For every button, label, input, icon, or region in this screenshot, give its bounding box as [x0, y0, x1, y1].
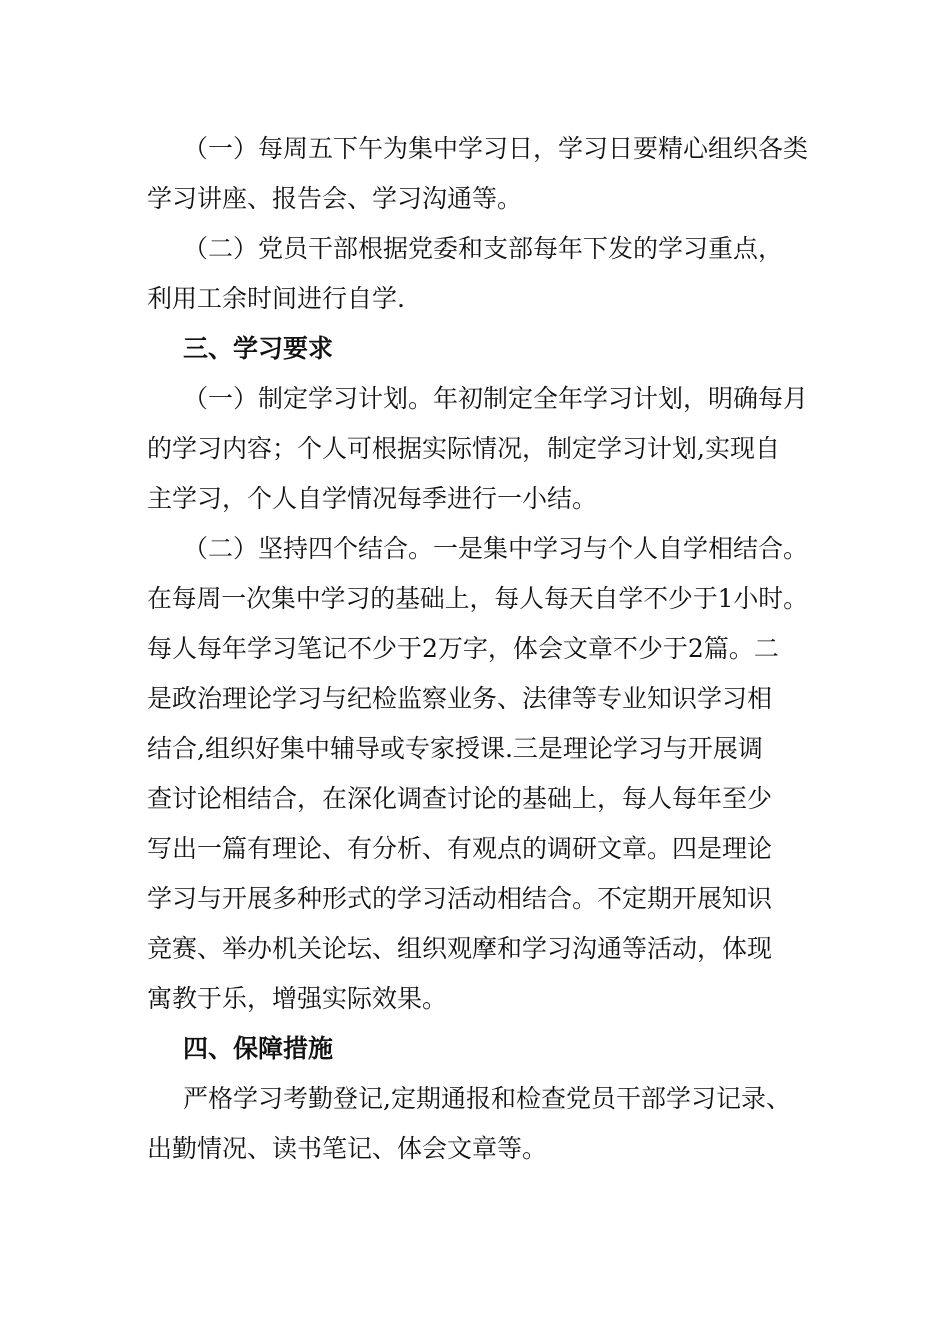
- paragraph-line: 主学习，个人自学情况每季进行一小结。: [147, 484, 598, 513]
- paragraph-line: 查讨论相结合，在深化调查讨论的基础上，每人每年至少: [147, 784, 773, 813]
- paragraph-line: 寓教于乐，增强实际效果。: [147, 984, 448, 1013]
- paragraph-line: 竞赛、举办机关论坛、组织观摩和学习沟通等活动，体现: [147, 934, 773, 963]
- paragraph-line: 每人每年学习笔记不少于2万字，体会文章不少于2篇。二: [147, 634, 779, 663]
- paragraph-line: 学习与开展多种形式的学习活动相结合。不定期开展知识: [147, 884, 773, 913]
- paragraph-line: （二）坚持四个结合。一是集中学习与个人自学相结合。: [183, 534, 809, 563]
- paragraph-line: 结合,组织好集中辅导或专家授课.三是理论学习与开展调: [147, 734, 763, 763]
- paragraph-line: 学习讲座、报告会、学习沟通等。: [147, 184, 523, 213]
- section-heading: 三、学习要求: [183, 334, 334, 363]
- paragraph-line: 的学习内容；个人可根据实际情况，制定学习计划,实现自: [147, 434, 780, 463]
- section-heading: 四、保障措施: [183, 1034, 334, 1063]
- paragraph-line: （二）党员干部根据党委和支部每年下发的学习重点，: [183, 234, 784, 263]
- paragraph-line: 严格学习考勤登记,定期通报和检查党员干部学习记录、: [183, 1084, 791, 1113]
- paragraph-line: 出勤情况、读书笔记、体会文章等。: [147, 1134, 548, 1163]
- paragraph-line: 是政治理论学习与纪检监察业务、法律等专业知识学习相: [147, 684, 773, 713]
- paragraph-line: 利用工余时间进行自学.: [147, 284, 405, 313]
- paragraph-line: 写出一篇有理论、有分析、有观点的调研文章。四是理论: [147, 834, 773, 863]
- paragraph-line: 在每周一次集中学习的基础上，每人每天自学不少于1小时。: [147, 584, 808, 613]
- paragraph-line: （一）每周五下午为集中学习日，学习日要精心组织各类: [183, 134, 809, 163]
- paragraph-line: （一）制定学习计划。年初制定全年学习计划，明确每月: [183, 384, 809, 413]
